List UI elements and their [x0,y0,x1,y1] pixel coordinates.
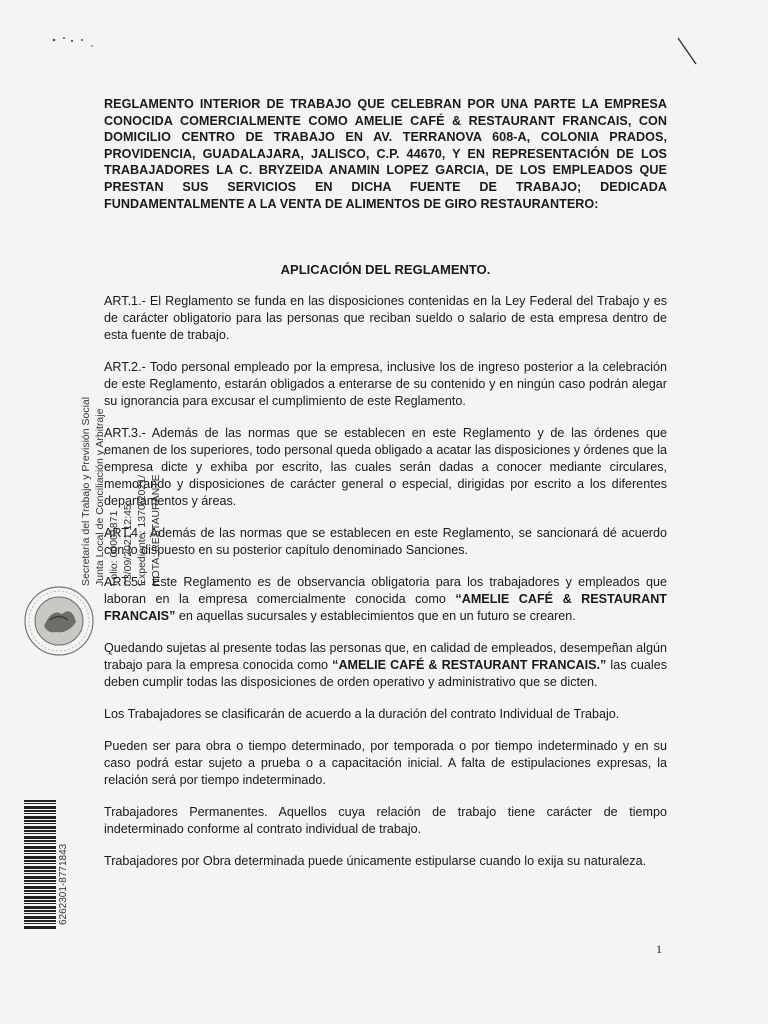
stamp-line: 03/09/2021 12:45 [122,504,134,586]
paragraph-classification: Los Trabajadores se clasificarán de acuerdo a la duración del contrato Individual de Trabajo. [104,707,620,721]
stamp-line: Junta Local de Conciliación y Arbitraje [94,408,106,586]
page-number: 1 [656,942,662,956]
scan-specks [48,34,108,50]
stamp-line: NOTA: RESTAURANTE [150,474,162,586]
article-3: ART.3.- Además de las normas que se establecen en este Reglamento y de las órdenes que emanen de los superiores, todo personal queda obligado a acatar las disposiciones y órdenes que la empresa dicte y exhiba por escrito, las cuales serán dadas a conocer mediante circulares, memorando y disposiciones de carácter general o especial, dirigidas por escrito a los diferentes departamentos y áreas. [104,426,667,508]
stamp-line: Expediente: 1370/2021/ [136,475,148,586]
article-5-text-b: en aquellas sucursales y establecimientos que en un futuro se crearen. [175,609,576,623]
stamp-line: Folio: 00001871 [108,510,120,586]
article-4: ART.4.- Además de las normas que se establecen en este Reglamento, se sancionará dé acuerdo con lo dispuesto en su posterior capítulo denominado Sanciones. [104,526,667,557]
document-header: REGLAMENTO INTERIOR DE TRABAJO QUE CELEBRAN POR UNA PARTE LA EMPRESA CONOCIDA COMERCIALMENTE COMO AMELIE CAFÉ & RESTAURANT FRANCAIS, CON DOMICILIO CENTRO DE TRABAJO EN AV. TERRANOVA 608-A, COLONIA PRADOS, PROVIDENCIA, GUADALAJARA, JALISCO, C.P. 44670, Y EN REPRESENTACIÓN DE LOS TRABAJADORES LA C. BRYZEIDA ANAMIN LOPEZ GARCIA, DE LOS EMPLEADOS QUE PRESTAN SUS SERVICIOS EN DICHA FUENTE DE TRABAJO; DEDICADA FUNDAMENTALMENTE A LA VENTA DE ALIMENTOS DE GIRO RESTAURANTERO: [104,97,667,211]
article-2: ART.2.- Todo personal empleado por la empresa, inclusive los de ingreso posterior a la celebración de este Reglamento, estarán obligados a enterarse de su contenido y en ningún caso podrán alegar su ignorancia para excusar el cumplimiento de este Reglamento. [104,360,667,408]
paragraph-subject-company-name: “AMELIE CAFÉ & RESTAURANT FRANCAIS.” [332,658,607,672]
article-5-company-name: “AMELIE CAFÉ & RESTAURANT FRANCAIS” [104,592,667,623]
paragraph-subject-text-b: las cuales deben cumplir todas las disposiciones de orden operativo y administrativo que se dicten. [104,658,667,689]
paragraph-subject [104,640,667,691]
paragraph-duration: Pueden ser para obra o tiempo determinado, por temporada o por tiempo indeterminado y en su caso podrá estar sujeto a prueba o a capacitación inicial. A falta de estipulaciones expresas, la relación será por tiempo indeterminado. [104,739,667,787]
article-5-text-a: ART.5.- Este Reglamento es de observancia obligatoria para los trabajadores y empleados que laboran en la empresa comercialmente conocida como [104,575,667,606]
paragraph-subject-text-a: Quedando sujetas al presente todas las personas que, en calidad de empleados, desempeñan algún trabajo para la empresa conocida como [104,641,667,672]
barcode-number: 6262301-8771843 [58,843,69,925]
barcode [24,800,56,930]
stamp-line: Secretaría del Trabajo y Previsión Social [80,396,92,586]
scan-mark [676,36,700,66]
paragraph-work-specific: Trabajadores por Obra determinada puede únicamente estipularse cuando lo exija su naturaleza. [104,854,647,868]
article-1: ART.1.- El Reglamento se funda en las disposiciones contenidas en la Ley Federal del Trabajo y es de carácter obligatorio para las personas que reciban sueldo o salario de esta empresa dentro de esta fuente de trabajo. [104,294,667,342]
stamp-text [70,350,310,600]
section-title: APLICACIÓN DEL REGLAMENTO. [280,262,491,277]
paragraph-permanent: Trabajadores Permanentes. Aquellos cuya relación de trabajo tiene carácter de tiempo indeterminado conforme al contrato individual de trabajo. [104,805,667,836]
official-seal-icon [20,580,98,662]
